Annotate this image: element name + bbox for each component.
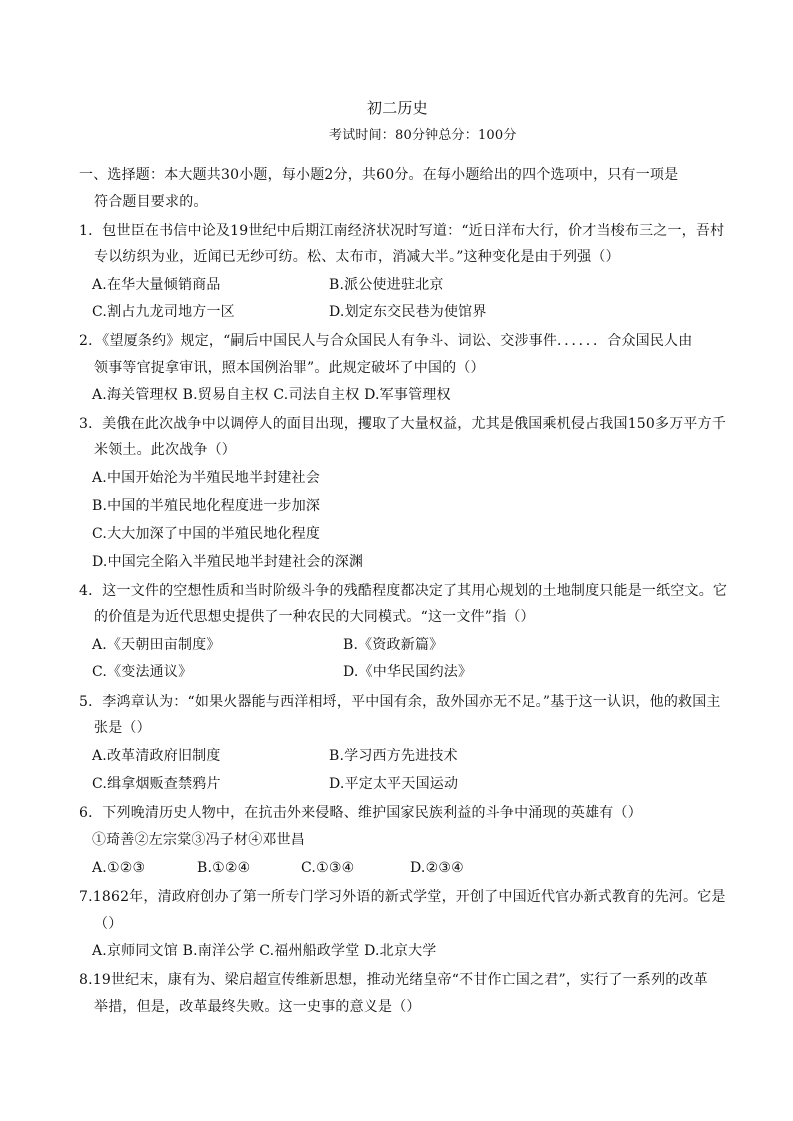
question-2-line-1: 2．《望厦条约》规定，“嗣后中国民人与合众国民人有争斗、词讼、交涉事件．．．．．．合众国民人由	[79, 333, 693, 349]
question-4-option-d: D.《中华民国约法》	[343, 664, 473, 680]
question-1-line-1: 1．包世臣在书信中论及19世纪中后期江南经济状况时写道：“近日洋布大行，价才当梭布三之一，吾村	[79, 223, 725, 239]
question-7-options: A.京师同文馆 B.南洋公学 C.福州船政学堂 D.北京大学	[92, 943, 437, 959]
question-1-option-d: D.划定东交民巷为使馆界	[329, 304, 487, 320]
question-6-line-1: 6．下列晚清历史人物中，在抗击外来侵略、维护国家民族利益的斗争中涌现的英雄有（）	[79, 805, 642, 821]
question-5-line-2: 张是（）	[94, 720, 151, 736]
question-8-line-2: 举措，但是，改革最终失败。这一史事的意义是（）	[94, 999, 421, 1015]
question-7-line-1: 7.1862年，清政府创办了第一所专门学习外语的新式学堂，开创了中国近代官办新式教育的先河。它是	[79, 889, 726, 905]
question-5-option-c: C.缉拿烟贩查禁鸦片	[92, 776, 221, 792]
section-heading-line-1: 一、选择题：本大题共30小题，每小题2分，共60分。在每小题给出的四个选项中，只有一项是	[79, 167, 679, 183]
question-6-option-c: C.①③④	[301, 860, 355, 876]
question-5-option-a: A.改革清政府旧制度	[92, 748, 221, 764]
question-1-option-c: C.割占九龙司地方一区	[92, 304, 235, 320]
question-3-option-b: B.中国的半殖民地化程度进一步加深	[92, 498, 321, 514]
question-4-option-b: B.《资政新篇》	[343, 637, 444, 653]
question-2-options: A.海关管理权 B.贸易自主权 C.司法自主权 D.军事管理权	[92, 387, 451, 403]
question-2-line-2: 领事等官捉拿审讯，照本国例治罪”。此规定破坏了中国的（）	[94, 360, 485, 376]
question-5-line-1: 5．李鸿章认为：“如果火器能与西洋相埒，平中国有余，敌外国亦无不足。”基于这一认识，他的救国主	[79, 694, 721, 710]
exam-subtitle: 考试时间：80分钟总分：100分	[329, 128, 517, 143]
question-6-option-d: D.②③④	[410, 860, 464, 876]
question-4-option-a: A.《天朝田亩制度》	[92, 637, 221, 653]
question-6-option-b: B.①②④	[197, 860, 251, 876]
question-4-line-2: 的价值是为近代思想史提供了一种农民的大同模式。“这一文件”指（）	[94, 609, 535, 625]
question-3-option-a: A.中国开始沦为半殖民地半封建社会	[92, 470, 320, 486]
question-3-option-d: D.中国完全陷入半殖民地半封建社会的深渊	[92, 554, 364, 570]
question-1-option-a: A.在华大量倾销商品	[92, 277, 221, 293]
question-7-line-2: （）	[94, 916, 123, 932]
exam-title: 初二历史	[367, 99, 428, 117]
question-6-line-2: ①琦善②左宗棠③冯子材④邓世昌	[92, 832, 305, 848]
question-3-line-2: 米领土。此次战争（）	[94, 442, 236, 458]
question-6-option-a: A.①②③	[92, 860, 146, 876]
question-4-option-c: C.《变法通议》	[92, 664, 193, 680]
question-5-option-b: B.学习西方先进技术	[329, 748, 458, 764]
question-4-line-1: 4．这一文件的空想性质和当时阶级斗争的残酷程度都决定了其用心规划的土地制度只能是一纸空文。它	[79, 583, 728, 599]
question-1-option-b: B.派公使进驻北京	[329, 277, 444, 293]
question-5-option-d: D.平定太平天国运动	[329, 776, 459, 792]
question-3-line-1: 3．美俄在此次战争中以调停人的面目出现，攫取了大量权益，尤其是俄国乘机侵占我国150多万平方千	[79, 416, 727, 432]
question-3-option-c: C.大大加深了中国的半殖民地化程度	[92, 526, 321, 542]
section-heading-line-2: 符合题目要求的。	[94, 194, 208, 210]
question-8-line-1: 8.19世纪末，康有为、梁启超宣传维新思想，推动光绪皇帝“不甘作亡国之君”，实行了一系列的改革	[79, 972, 708, 988]
question-1-line-2: 专以纺织为业，近闻已无纱可纺。松、太布市，消减大半。”这种变化是由于列强（）	[94, 249, 620, 265]
